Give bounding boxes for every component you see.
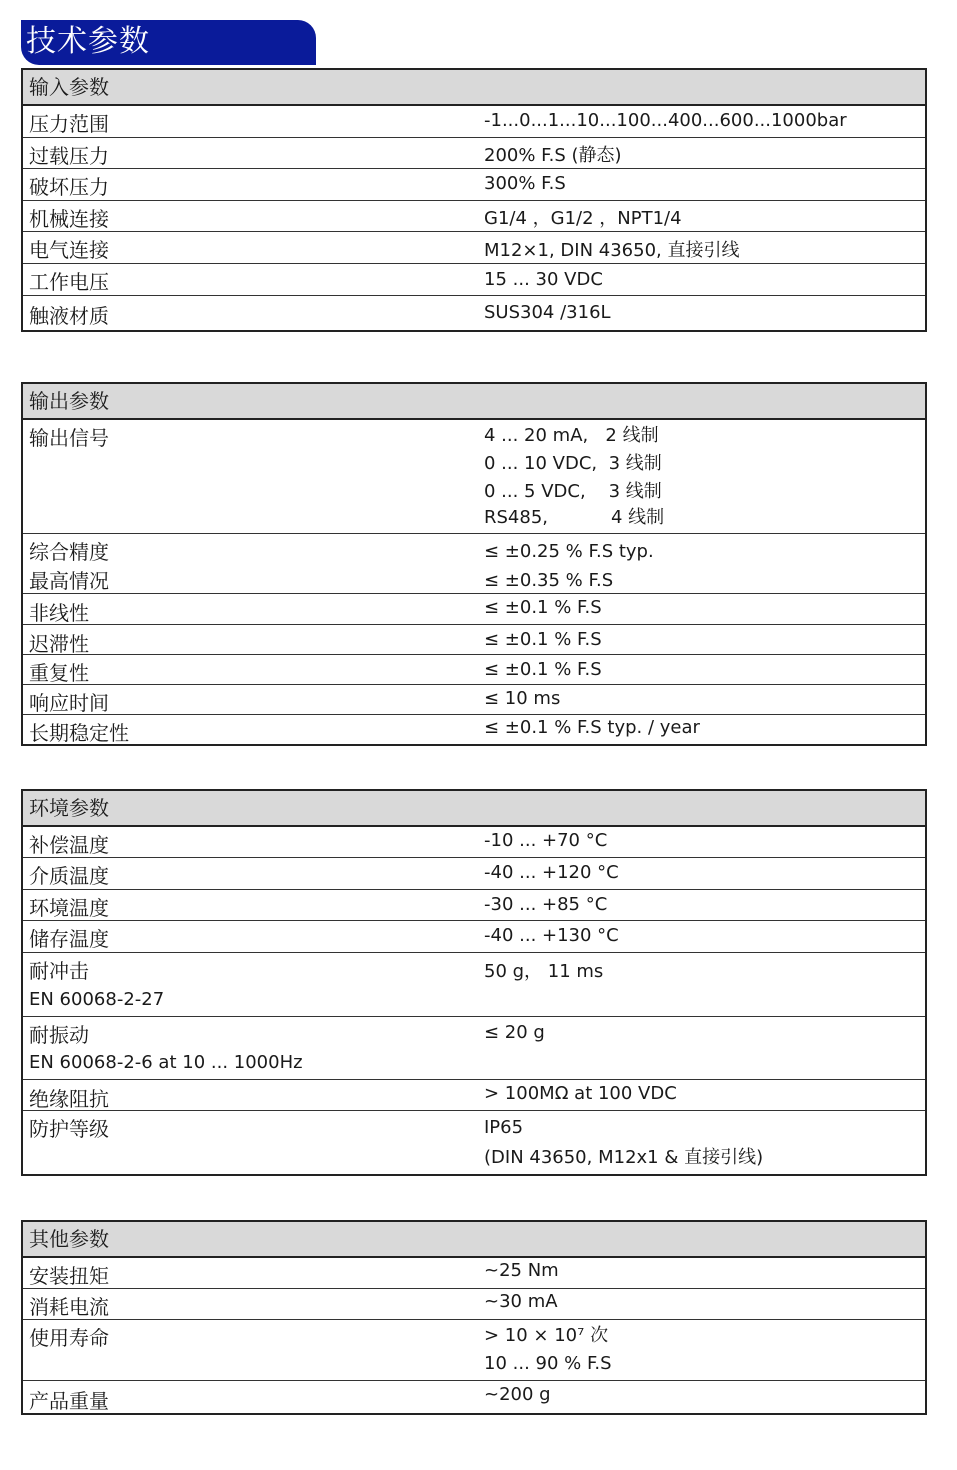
accuracy-values <box>484 537 654 595</box>
table-row <box>23 715 925 744</box>
protection-values <box>484 1113 763 1173</box>
row-value: ≤ 20 g <box>484 1022 545 1043</box>
row-value: -1...0...1...10...100...400...600...1000bar <box>484 110 847 131</box>
row-label: 补偿温度 <box>29 833 109 857</box>
row-label: 最高情况 <box>29 569 109 593</box>
row-value: -40 ... +120 °C <box>484 862 619 883</box>
row-value: 300% F.S <box>484 173 566 194</box>
table-row <box>23 201 925 232</box>
row-value: ~25 Nm <box>484 1260 559 1281</box>
other-params-header: 其他参数 <box>23 1222 925 1258</box>
row-label: 过载压力 <box>29 144 109 168</box>
row-label: 电气连接 <box>29 238 109 262</box>
row-label: 重复性 <box>29 661 89 685</box>
row-label: 触液材质 <box>29 304 109 328</box>
row-label: 耐振动 <box>29 1023 89 1047</box>
table-row <box>23 953 925 1017</box>
table-row <box>23 1111 925 1174</box>
page-title: 技术参数 <box>26 24 150 59</box>
accuracy-labels <box>29 538 109 596</box>
row-label: 环境温度 <box>29 896 109 920</box>
row-value: 10 ... 90 % F.S <box>484 1353 612 1374</box>
input-params-table <box>21 68 927 332</box>
row-value: (DIN 43650, M12x1 & 直接引线) <box>484 1147 764 1168</box>
signal-line: 0 ... 10 VDC, 3 线制 <box>484 453 662 474</box>
row-label: 机械连接 <box>29 207 109 231</box>
table-row <box>23 655 925 685</box>
row-value: -10 ... +70 °C <box>484 830 608 851</box>
row-value: SUS304 /316L <box>484 302 611 323</box>
row-label: 输出信号 <box>29 426 109 450</box>
table-row <box>23 1381 925 1413</box>
row-label: 长期稳定性 <box>29 721 129 745</box>
row-value: -30 ... +85 °C <box>484 894 608 915</box>
table-row <box>23 594 925 625</box>
row-value: 15 ... 30 VDC <box>484 269 603 290</box>
row-label: 非线性 <box>29 601 89 625</box>
row-value: > 10 × 10⁷ 次 <box>484 1325 609 1346</box>
row-label: 消耗电流 <box>29 1295 109 1319</box>
table-row <box>23 921 925 953</box>
row-value: ≤ ±0.35 % F.S <box>484 570 614 591</box>
row-value: IP65 <box>484 1117 524 1138</box>
output-params-header: 输出参数 <box>23 384 925 420</box>
row-standard: EN 60068-2-6 at 10 ... 1000Hz <box>29 1052 303 1073</box>
table-row <box>23 264 925 296</box>
table-row <box>23 534 925 594</box>
row-label: 防护等级 <box>29 1117 109 1141</box>
life-values <box>484 1322 612 1378</box>
table-row <box>23 169 925 201</box>
row-value: ≤ ±0.1 % F.S typ. / year <box>484 717 700 738</box>
input-params-header: 输入参数 <box>23 70 925 106</box>
row-value: ≤ ±0.1 % F.S <box>484 597 602 618</box>
signal-line: RS485, 4 线制 <box>484 507 665 528</box>
signal-line: 4 ... 20 mA, 2 线制 <box>484 425 659 446</box>
table-row <box>23 106 925 138</box>
table-row <box>23 1080 925 1111</box>
row-value: 50 g， 11 ms <box>484 961 604 982</box>
table-row <box>23 420 925 534</box>
row-value: -40 ... +130 °C <box>484 925 619 946</box>
row-label: 产品重量 <box>29 1389 109 1413</box>
row-value: > 100MΩ at 100 VDC <box>484 1083 677 1104</box>
row-label: 安装扭矩 <box>29 1264 109 1288</box>
table-row <box>23 138 925 169</box>
row-value: ~200 g <box>484 1384 551 1405</box>
row-label: 迟滞性 <box>29 632 89 656</box>
table-row <box>23 232 925 264</box>
table-row <box>23 1289 925 1320</box>
table-row <box>23 296 925 330</box>
other-params-table <box>21 1220 927 1415</box>
row-label: 响应时间 <box>29 691 109 715</box>
environment-params-header: 环境参数 <box>23 791 925 827</box>
row-label: 压力范围 <box>29 112 109 136</box>
row-value: ≤ ±0.1 % F.S <box>484 659 602 680</box>
row-label: 绝缘阻抗 <box>29 1087 109 1111</box>
table-row <box>23 625 925 655</box>
row-value: ≤ ±0.1 % F.S <box>484 629 602 650</box>
row-label: 介质温度 <box>29 864 109 888</box>
environment-params-table <box>21 789 927 1176</box>
row-value: ≤ ±0.25 % F.S typ. <box>484 541 654 562</box>
row-value: 200% F.S (静态) <box>484 145 622 166</box>
row-label: 破坏压力 <box>29 175 109 199</box>
row-standard: EN 60068-2-27 <box>29 989 165 1010</box>
table-row <box>23 858 925 890</box>
row-label: 使用寿命 <box>29 1326 109 1350</box>
table-row <box>23 827 925 858</box>
row-label: 耐冲击 <box>29 959 89 983</box>
row-label: 储存温度 <box>29 927 109 951</box>
table-row <box>23 1017 925 1080</box>
table-row <box>23 1258 925 1289</box>
output-params-table <box>21 382 927 746</box>
table-row <box>23 1320 925 1381</box>
row-label: 工作电压 <box>29 270 109 294</box>
page-title-banner <box>21 20 316 65</box>
table-row <box>23 685 925 715</box>
row-value: ≤ 10 ms <box>484 688 561 709</box>
table-row <box>23 890 925 921</box>
row-value: M12×1, DIN 43650, 直接引线 <box>484 240 740 261</box>
signal-line: 0 ... 5 VDC, 3 线制 <box>484 481 662 502</box>
row-value: ~30 mA <box>484 1291 558 1312</box>
row-value: G1/4 ，G1/2 ，NPT1/4 <box>484 208 682 229</box>
row-label: 综合精度 <box>29 540 109 564</box>
output-signal-values <box>484 422 664 532</box>
